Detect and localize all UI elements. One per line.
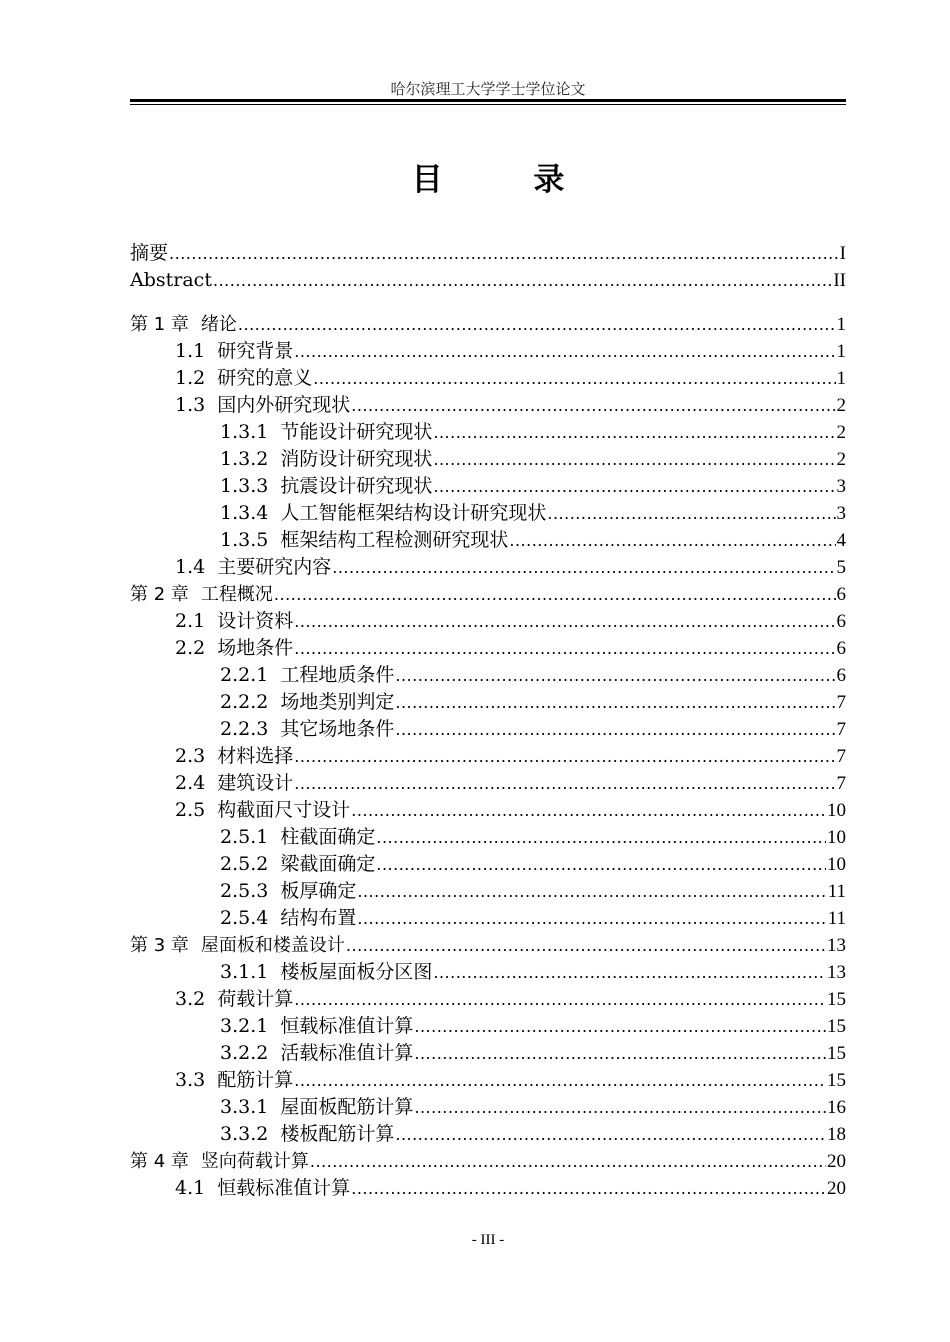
toc-entry-page: 6 xyxy=(836,611,846,632)
toc-entry-title: 结构布置 xyxy=(280,907,357,929)
toc-entry-title: 楼板配筋计算 xyxy=(280,1123,395,1145)
toc-entry-number: 1.3 xyxy=(175,394,206,416)
toc-entry-number: 第 2 章 xyxy=(130,584,189,605)
toc-entry[interactable] xyxy=(130,716,846,743)
toc-entry-page: 16 xyxy=(827,1097,846,1118)
toc-entry-page: 5 xyxy=(836,557,846,578)
toc-entry-page: 4 xyxy=(836,530,846,551)
toc-entry-page: 3 xyxy=(836,503,846,524)
dot-leader xyxy=(310,1148,826,1175)
toc-entry-page: 2 xyxy=(836,422,846,443)
toc-entry-page: 2 xyxy=(836,449,846,470)
toc-entry[interactable] xyxy=(130,743,846,770)
toc-entry-number: 2.5.2 xyxy=(220,853,269,875)
dot-leader xyxy=(346,932,826,959)
dot-leader xyxy=(294,338,835,365)
toc-entry[interactable] xyxy=(130,1094,846,1121)
dot-leader xyxy=(433,419,835,446)
toc-entry-title: 屋面板和楼盖设计 xyxy=(200,935,345,956)
toc-entry-title: 抗震设计研究现状 xyxy=(280,475,433,497)
toc-entry-title: 研究背景 xyxy=(217,340,294,362)
toc-entry[interactable] xyxy=(130,905,846,932)
toc-entry[interactable] xyxy=(130,878,846,905)
toc-entry-page: 20 xyxy=(827,1151,846,1172)
toc-title: 目 录 xyxy=(411,162,605,198)
toc-entry-page: 7 xyxy=(836,719,846,740)
toc-entry-title: 工程概况 xyxy=(200,584,273,605)
toc-entry-title: Abstract xyxy=(130,269,212,291)
toc-entry-number: 1.1 xyxy=(175,340,206,362)
toc-entry-number: 1.3.3 xyxy=(220,475,269,497)
toc-entry-number: 3.2.1 xyxy=(220,1015,269,1037)
toc-entry-title: 消防设计研究现状 xyxy=(280,448,433,470)
toc-entry-number: 第 3 章 xyxy=(130,935,189,956)
toc-entry-page: 20 xyxy=(827,1178,846,1199)
dot-leader xyxy=(294,986,826,1013)
header-rule-thick xyxy=(130,99,846,102)
toc-entry-page: 15 xyxy=(827,1043,846,1064)
dot-leader xyxy=(294,1067,826,1094)
toc-entry-page: 11 xyxy=(827,881,846,902)
toc-entry-page: 13 xyxy=(827,935,846,956)
toc-entry-title: 绪论 xyxy=(200,314,237,335)
dot-leader xyxy=(294,635,835,662)
toc-entry[interactable] xyxy=(130,446,846,473)
toc-entry[interactable] xyxy=(130,662,846,689)
dot-leader xyxy=(509,527,835,554)
dot-leader xyxy=(274,581,836,608)
toc-entry-title: 节能设计研究现状 xyxy=(280,421,433,443)
toc-entry[interactable] xyxy=(130,824,846,851)
toc-entry[interactable] xyxy=(130,1040,846,1067)
toc-entry[interactable] xyxy=(130,500,846,527)
dot-leader xyxy=(357,905,826,932)
dot-leader xyxy=(294,608,835,635)
toc-entry-title: 人工智能框架结构设计研究现状 xyxy=(280,502,547,524)
dot-leader xyxy=(351,1175,826,1202)
toc-entry-title: 设计资料 xyxy=(217,610,294,632)
toc-entry-number: 1.4 xyxy=(175,556,206,578)
toc-entry-title: 恒载标准值计算 xyxy=(217,1177,351,1199)
dot-leader xyxy=(433,473,835,500)
toc-entry-number: 1.3.1 xyxy=(220,421,269,443)
toc-entry[interactable] xyxy=(130,527,846,554)
toc-entry-title: 配筋计算 xyxy=(217,1069,294,1091)
dot-leader xyxy=(357,878,826,905)
dot-leader xyxy=(414,1094,826,1121)
toc-entry[interactable] xyxy=(130,635,846,662)
toc-entry-number: 3.3 xyxy=(175,1069,206,1091)
toc-entry-number: 2.2.2 xyxy=(220,691,269,713)
toc-entry-title: 楼板屋面板分区图 xyxy=(280,961,433,983)
toc-entry[interactable] xyxy=(130,1067,846,1094)
toc-entry-title: 工程地质条件 xyxy=(280,664,395,686)
toc-entry-number: 2.2.1 xyxy=(220,664,269,686)
dot-leader xyxy=(351,797,826,824)
dot-leader xyxy=(433,959,826,986)
toc-entry-title: 材料选择 xyxy=(217,745,294,767)
toc-entry-number: 2.3 xyxy=(175,745,206,767)
toc-entry-title: 摘要 xyxy=(130,242,169,264)
dot-leader xyxy=(395,1121,826,1148)
toc-entry[interactable] xyxy=(130,581,846,608)
page-number-footer: - III - xyxy=(471,1232,505,1248)
toc-entry[interactable] xyxy=(130,986,846,1013)
toc-entry[interactable] xyxy=(130,554,846,581)
dot-leader xyxy=(294,770,835,797)
toc-entry[interactable] xyxy=(130,770,846,797)
toc-entry-page: I xyxy=(839,243,846,264)
dot-leader xyxy=(332,554,835,581)
dot-leader xyxy=(213,267,832,294)
toc-entry-number: 2.1 xyxy=(175,610,206,632)
toc-entry-number: 3.3.1 xyxy=(220,1096,269,1118)
toc-entry-page: 10 xyxy=(827,854,846,875)
toc-entry-title: 活载标准值计算 xyxy=(280,1042,414,1064)
toc-entry-title: 研究的意义 xyxy=(217,367,313,389)
toc-entry-title: 屋面板配筋计算 xyxy=(280,1096,414,1118)
toc-entry-number: 3.1.1 xyxy=(220,961,269,983)
toc-entry-page: 15 xyxy=(827,1070,846,1091)
dot-leader xyxy=(376,824,826,851)
toc-entry[interactable] xyxy=(130,338,846,365)
toc-entry-title: 建筑设计 xyxy=(217,772,294,794)
toc-entry-number: 1.3.4 xyxy=(220,502,269,524)
toc-entry-page: 15 xyxy=(827,1016,846,1037)
toc-entry-page: II xyxy=(833,270,846,291)
toc-entry-title: 荷载计算 xyxy=(217,988,294,1010)
toc-entry-number: 3.3.2 xyxy=(220,1123,269,1145)
dot-leader xyxy=(433,446,835,473)
dot-leader xyxy=(395,662,835,689)
toc-entry[interactable] xyxy=(130,1175,846,1202)
toc-entry-page: 3 xyxy=(836,476,846,497)
toc-entry[interactable] xyxy=(130,932,846,959)
toc-entry-title: 其它场地条件 xyxy=(280,718,395,740)
toc-entry[interactable] xyxy=(130,1121,846,1148)
toc-entry-page: 15 xyxy=(827,989,846,1010)
dot-leader xyxy=(414,1040,826,1067)
dot-leader xyxy=(376,851,826,878)
toc-entry[interactable] xyxy=(130,689,846,716)
toc-entry-title: 场地类别判定 xyxy=(280,691,395,713)
toc-entry-page: 1 xyxy=(836,341,846,362)
toc-entry[interactable] xyxy=(130,311,846,338)
toc-entry-page: 2 xyxy=(836,395,846,416)
running-header: 哈尔滨理工大学学士学位论文 xyxy=(390,80,586,98)
toc-entry-title: 恒载标准值计算 xyxy=(280,1015,414,1037)
toc-entry[interactable] xyxy=(130,365,846,392)
toc-entry-number: 2.5.3 xyxy=(220,880,269,902)
dot-leader xyxy=(238,311,836,338)
toc-entry-number: 2.4 xyxy=(175,772,206,794)
toc-entry-title: 构截面尺寸设计 xyxy=(217,799,351,821)
toc-entry-title: 板厚确定 xyxy=(280,880,357,902)
toc-entry-title: 场地条件 xyxy=(217,637,294,659)
toc-entry[interactable] xyxy=(130,1148,846,1175)
toc-entry-number: 3.2.2 xyxy=(220,1042,269,1064)
toc-entry-page: 6 xyxy=(836,665,846,686)
toc-entry-number: 2.2.3 xyxy=(220,718,269,740)
toc-entry[interactable] xyxy=(130,419,846,446)
toc-entry-page: 1 xyxy=(836,314,846,335)
toc-entry-number: 3.2 xyxy=(175,988,206,1010)
toc-entry[interactable] xyxy=(130,608,846,635)
toc-entry[interactable] xyxy=(130,1013,846,1040)
dot-leader xyxy=(395,716,835,743)
toc-entry-title: 柱截面确定 xyxy=(280,826,376,848)
toc-entry-title: 主要研究内容 xyxy=(217,556,332,578)
header-rule-thin xyxy=(130,104,846,105)
toc-entry-page: 10 xyxy=(827,800,846,821)
toc-entry-number: 第 4 章 xyxy=(130,1151,189,1172)
toc-entry-page: 7 xyxy=(836,746,846,767)
toc-entry[interactable] xyxy=(130,851,846,878)
dot-leader xyxy=(351,392,835,419)
toc-entry-title: 国内外研究现状 xyxy=(217,394,351,416)
toc-entry-number: 2.5 xyxy=(175,799,206,821)
dot-leader xyxy=(395,689,835,716)
dot-leader xyxy=(294,743,835,770)
dot-leader xyxy=(313,365,835,392)
toc-entry[interactable] xyxy=(130,392,846,419)
toc-entry-page: 7 xyxy=(836,773,846,794)
toc-entry-title: 梁截面确定 xyxy=(280,853,376,875)
toc-entry[interactable] xyxy=(130,473,846,500)
toc-entry-page: 10 xyxy=(827,827,846,848)
toc-entry-number: 2.5.4 xyxy=(220,907,269,929)
toc-entry-number: 2.5.1 xyxy=(220,826,269,848)
toc-entry[interactable] xyxy=(130,267,846,294)
toc-entry-number: 4.1 xyxy=(175,1177,206,1199)
dot-leader xyxy=(547,500,835,527)
toc-entry-page: 6 xyxy=(836,638,846,659)
toc-entry-page: 1 xyxy=(836,368,846,389)
toc-entry-number: 2.2 xyxy=(175,637,206,659)
toc-entry-page: 7 xyxy=(836,692,846,713)
toc-entry-title: 框架结构工程检测研究现状 xyxy=(280,529,509,551)
toc-entry-page: 6 xyxy=(836,584,846,605)
dot-leader xyxy=(414,1013,826,1040)
dot-leader xyxy=(169,240,839,267)
toc-entry-page: 11 xyxy=(827,908,846,929)
table-of-contents xyxy=(130,240,846,1202)
toc-entry[interactable] xyxy=(130,797,846,824)
toc-entry[interactable] xyxy=(130,959,846,986)
toc-entry-number: 1.2 xyxy=(175,367,206,389)
toc-entry[interactable] xyxy=(130,240,846,267)
toc-entry-page: 13 xyxy=(827,962,846,983)
toc-entry-page: 18 xyxy=(827,1124,846,1145)
toc-entry-number: 第 1 章 xyxy=(130,314,189,335)
toc-entry-number: 1.3.5 xyxy=(220,529,269,551)
toc-entry-title: 竖向荷载计算 xyxy=(200,1151,309,1172)
toc-entry-number: 1.3.2 xyxy=(220,448,269,470)
